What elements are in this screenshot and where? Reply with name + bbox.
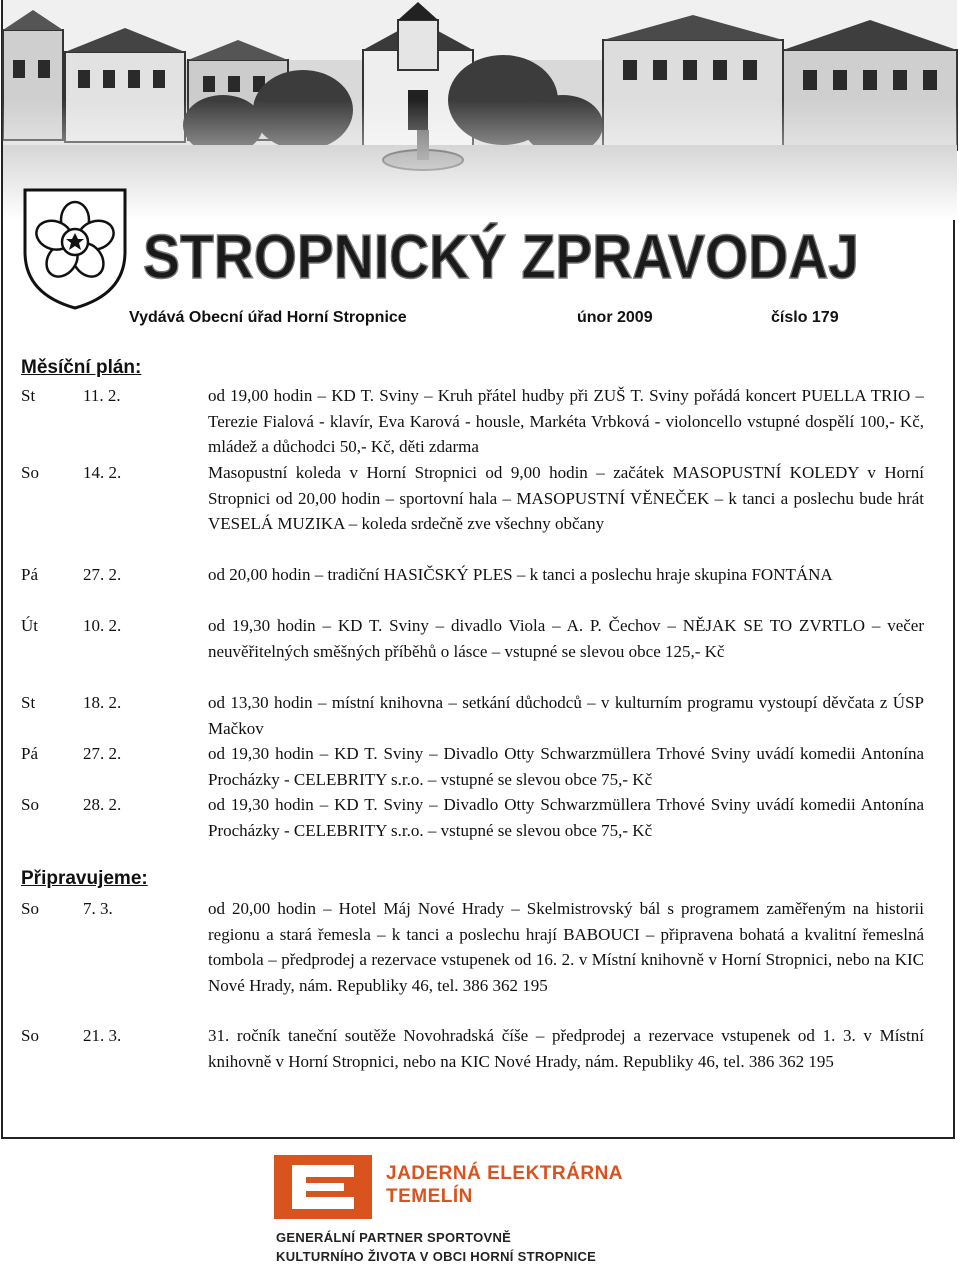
sponsor-block bbox=[274, 1152, 694, 1268]
event-date: 10. 2. bbox=[83, 616, 122, 635]
event-date: 18. 2. bbox=[83, 693, 122, 712]
event-text: od 19,30 hodin – KD T. Sviny – Divadlo Otty Schwarzmüllera Trhové Sviny uvádí komedii Antonína Procházky - CELEBRITY s.r.o. – vstupné se slevou obce 75,- Kč bbox=[208, 795, 924, 840]
event-text: Masopustní koleda v Horní Stropnici od 9,00 hodin – začátek MASOPUSTNÍ KOLEDY v Horní Stropnici od 20,00 hodin – sportovní hala – MASOPUSTNÍ VĚNEČEK – k tanci a poslechu bude hrát VESELÁ MUZIKA – koleda srdečně zve všechny občany bbox=[208, 463, 924, 533]
event-date: 14. 2. bbox=[83, 463, 122, 482]
publisher: Vydává Obecní úřad Horní Stropnice bbox=[129, 309, 407, 326]
issue-number: číslo 179 bbox=[771, 309, 839, 326]
masthead-title bbox=[143, 220, 863, 290]
event-day: St bbox=[21, 386, 36, 405]
event-day: Út bbox=[21, 616, 38, 635]
upcoming-heading: Připravujeme: bbox=[21, 868, 148, 889]
event-day: Pá bbox=[21, 565, 38, 584]
svg-text:STROPNICKÝ ZPRAVODAJ: STROPNICKÝ ZPRAVODAJ bbox=[143, 223, 859, 292]
town-square-photo bbox=[3, 0, 957, 220]
power-plant-logo-icon bbox=[274, 1155, 372, 1219]
sponsor-name bbox=[386, 1162, 623, 1208]
newsletter-frame bbox=[1, 0, 955, 1139]
sponsor-tagline bbox=[276, 1228, 596, 1266]
monthly-plan-heading: Měsíční plán: bbox=[21, 357, 142, 378]
event-text: 31. ročník taneční soutěže Novohradská číše – předprodej a rezervace vstupenek od 1. 3. v Místní knihovně v Horní Stropnici, nebo na KIC Nové Hrady, nám. Republiky 46, tel. 386 362 195 bbox=[208, 1026, 924, 1071]
event-day: So bbox=[21, 795, 39, 814]
event-date: 21. 3. bbox=[83, 1026, 122, 1045]
event-date: 7. 3. bbox=[83, 899, 113, 918]
event-date: 28. 2. bbox=[83, 795, 122, 814]
sponsor-name-line2: TEMELÍN bbox=[386, 1186, 473, 1207]
event-date: 27. 2. bbox=[83, 744, 122, 763]
event-text: od 20,00 hodin – tradiční HASIČSKÝ PLES – k tanci a poslechu hraje skupina FONTÁNA bbox=[208, 565, 833, 584]
sponsor-name-line1: JADERNÁ ELEKTRÁRNA bbox=[386, 1163, 624, 1184]
event-day: St bbox=[21, 693, 36, 712]
event-day: So bbox=[21, 1026, 39, 1045]
event-day: So bbox=[21, 463, 39, 482]
municipal-coat-of-arms-rose-icon bbox=[21, 186, 129, 312]
event-text: od 20,00 hodin – Hotel Máj Nové Hrady – Skelmistrovský bál s programem zaměřeným na historii regionu a stará řemesla – k tanci a poslechu hrají BABOUCI – připravena bohatá a kvalitní řemeslná tombola – předprodej a rezervace vstupenek od 16. 2. v Místní knihovně v Horní Stropnici, nebo na KIC Nové Hrady, nám. Republiky 46, tel. 386 362 195 bbox=[208, 899, 924, 995]
event-day: Pá bbox=[21, 744, 38, 763]
event-text: od 19,00 hodin – KD T. Sviny – Kruh přátel hudby při ZUŠ T. Sviny pořádá koncert PUELLA TRIO – Terezie Fialová - klavír, Eva Karová - housle, Markéta Vrbková - violoncello vstupné dospělí 100,- Kč, mládež a důchodci 50,- Kč, děti zdarma bbox=[208, 386, 924, 456]
event-day: So bbox=[21, 899, 39, 918]
event-text: od 13,30 hodin – místní knihovna – setkání důchodců – v kulturním programu vystoupí děvčata z ÚSP Mačkov bbox=[208, 693, 924, 738]
sponsor-tagline-line2: KULTURNÍHO ŽIVOTA V OBCI HORNÍ STROPNICE bbox=[276, 1249, 597, 1264]
issue-date: únor 2009 bbox=[577, 309, 653, 326]
event-date: 27. 2. bbox=[83, 565, 122, 584]
sponsor-tagline-line1: GENERÁLNÍ PARTNER SPORTOVNĚ bbox=[276, 1230, 512, 1245]
event-date: 11. 2. bbox=[83, 386, 121, 405]
event-text: od 19,30 hodin – KD T. Sviny – Divadlo Otty Schwarzmüllera Trhové Sviny uvádí komedii Antonína Procházky - CELEBRITY s.r.o. – vstupné se slevou obce 75,- Kč bbox=[208, 744, 924, 789]
event-text: od 19,30 hodin – KD T. Sviny – divadlo Viola – A. P. Čechov – NĚJAK SE TO ZVRTLO – večer neuvěřitelných směšných příběhů o lásce – vstupné se slevou obce 125,- Kč bbox=[208, 616, 924, 661]
